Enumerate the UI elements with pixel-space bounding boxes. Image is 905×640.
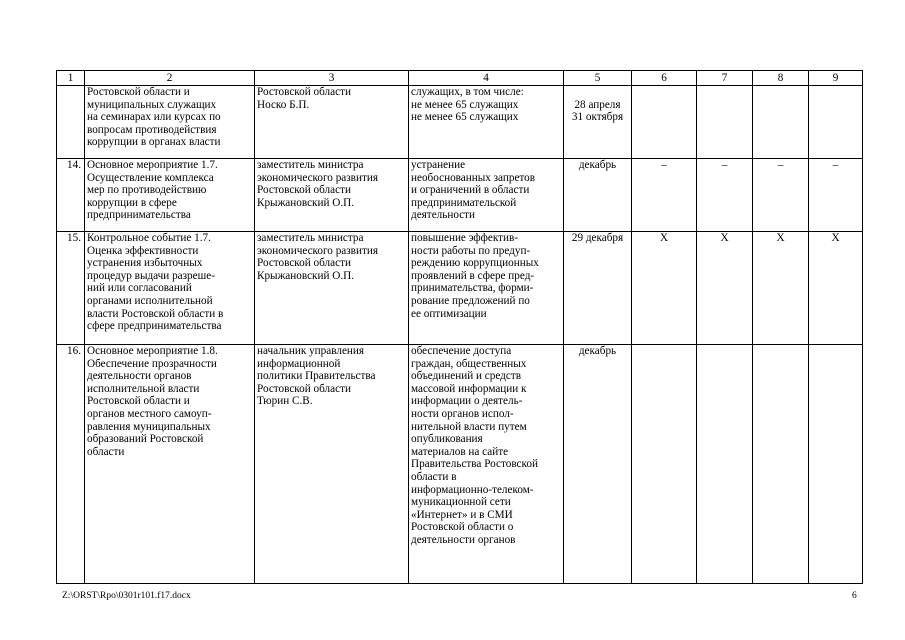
header-cell: 3 bbox=[255, 71, 409, 86]
activity-cell-line: равления муниципальных bbox=[87, 420, 211, 433]
activity-cell-line: органов местного самоуп- bbox=[87, 407, 212, 420]
activity-cell-line: Основное мероприятие 1.8. bbox=[87, 345, 218, 357]
activity-cell-line: сфере предпринимательства bbox=[87, 320, 222, 333]
responsible-cell bbox=[255, 86, 409, 159]
responsible-cell-line: экономического развития bbox=[257, 171, 378, 184]
responsible-cell-line: Ростовской области bbox=[257, 257, 351, 270]
col7-cell bbox=[697, 86, 753, 159]
activity-cell-line: предпринимательства bbox=[87, 209, 191, 222]
result-cell bbox=[409, 232, 564, 345]
responsible-cell-line: заместитель министра bbox=[257, 159, 364, 171]
result-cell-line: реждению коррупционных bbox=[411, 257, 539, 270]
col9-cell bbox=[809, 345, 863, 584]
result-cell-line: опубликования bbox=[411, 433, 483, 446]
date-cell-line bbox=[566, 86, 629, 99]
table-row bbox=[57, 345, 863, 584]
col6-cell: – bbox=[632, 159, 697, 232]
responsible-cell-line: Носко Б.П. bbox=[257, 98, 310, 111]
activity-cell-line: Контрольное событие 1.7. bbox=[87, 232, 211, 244]
result-cell-line: информационно-телеком- bbox=[411, 483, 534, 496]
result-cell-line: «Интернет» и в СМИ bbox=[411, 508, 513, 521]
responsible-cell-line: экономического развития bbox=[257, 244, 378, 257]
table-row bbox=[57, 159, 863, 232]
activity-cell-line: Осуществление комплекса bbox=[87, 171, 214, 184]
activity-cell-line: Ростовской области и bbox=[87, 395, 190, 408]
result-cell bbox=[409, 345, 564, 584]
responsible-cell-line: Тюрин С.В. bbox=[257, 395, 313, 408]
col7-cell: Х bbox=[697, 232, 753, 345]
result-cell-line: Правительства Ростовской bbox=[411, 458, 538, 471]
header-cell: 1 bbox=[57, 71, 85, 86]
result-cell-line: деятельности bbox=[411, 209, 476, 222]
header-cell: 9 bbox=[809, 71, 863, 86]
result-cell-line: информации о деятель- bbox=[411, 395, 523, 408]
responsible-cell bbox=[255, 232, 409, 345]
result-cell-line: предпринимательской bbox=[411, 196, 517, 209]
date-cell-line: 31 октября bbox=[571, 111, 624, 124]
responsible-cell-line: информационной bbox=[257, 357, 341, 370]
date-cell-line: декабрь bbox=[578, 345, 617, 357]
result-cell-line: области в bbox=[411, 470, 457, 483]
responsible-cell-line: Крыжановский О.П. bbox=[257, 196, 354, 209]
responsible-cell-line: Крыжановский О.П. bbox=[257, 269, 354, 282]
result-cell-line: проявлений в сфере пред- bbox=[411, 269, 535, 282]
result-cell-line: граждан, общественных bbox=[411, 357, 527, 370]
row-number: 15. bbox=[57, 232, 85, 345]
responsible-cell-line: Ростовской области bbox=[257, 184, 351, 197]
table-header-row bbox=[57, 71, 863, 86]
result-cell-line: Ростовской области о bbox=[411, 521, 514, 534]
result-cell-line: обеспечение доступа bbox=[411, 345, 512, 357]
result-cell-line: ности органов испол- bbox=[411, 407, 514, 420]
header-cell: 2 bbox=[85, 71, 255, 86]
activity-cell-line: на семинарах или курсах по bbox=[87, 111, 221, 124]
date-cell-line: декабрь bbox=[578, 159, 617, 171]
date-cell-line: 29 декабря bbox=[571, 232, 624, 244]
header-cell: 7 bbox=[697, 71, 753, 86]
activity-cell-line: муниципальных служащих bbox=[87, 98, 217, 111]
activity-cell-line: Ростовской области и bbox=[87, 86, 190, 98]
col9-cell: – bbox=[809, 159, 863, 232]
activity-cell-line: мер по противодействию bbox=[87, 184, 207, 197]
activity-cell-line: деятельности органов bbox=[87, 370, 192, 383]
col8-cell bbox=[753, 86, 809, 159]
result-cell-line: ности работы по предуп- bbox=[411, 244, 531, 257]
result-cell-line: деятельности органов bbox=[411, 533, 516, 546]
activity-cell-line: устранения избыточных bbox=[87, 257, 203, 270]
result-cell-line: служащих, в том числе: bbox=[411, 86, 524, 98]
header-cell: 5 bbox=[564, 71, 632, 86]
col8-cell: Х bbox=[753, 232, 809, 345]
activity-cell bbox=[85, 86, 255, 159]
result-cell-line: принимательства, форми- bbox=[411, 282, 534, 295]
result-cell bbox=[409, 86, 564, 159]
col6-cell: Х bbox=[632, 232, 697, 345]
result-cell-line: не менее 65 служащих bbox=[411, 111, 519, 124]
col7-cell: – bbox=[697, 159, 753, 232]
responsible-cell bbox=[255, 159, 409, 232]
col6-cell bbox=[632, 86, 697, 159]
activity-cell-line: власти Ростовской области в bbox=[87, 307, 224, 320]
result-cell-line: необоснованных запретов bbox=[411, 171, 536, 184]
date-cell bbox=[564, 232, 632, 345]
table-row bbox=[57, 86, 863, 159]
row-number: 14. bbox=[57, 159, 85, 232]
col8-cell bbox=[753, 345, 809, 584]
activity-cell-line: вопросам противодействия bbox=[87, 123, 217, 136]
result-cell-line: ее оптимизации bbox=[411, 307, 487, 320]
col7-cell bbox=[697, 345, 753, 584]
responsible-cell-line: Ростовской области bbox=[257, 382, 351, 395]
responsible-cell-line: политики Правительства bbox=[257, 370, 376, 383]
col9-cell bbox=[809, 86, 863, 159]
activity-cell-line: образований Ростовской bbox=[87, 433, 204, 446]
result-cell-line: устранение bbox=[411, 159, 466, 171]
header-cell: 8 bbox=[753, 71, 809, 86]
responsible-cell-line: Ростовской области bbox=[257, 86, 351, 98]
table-row bbox=[57, 232, 863, 345]
result-cell-line: материалов на сайте bbox=[411, 445, 509, 458]
result-cell-line: массовой информации к bbox=[411, 382, 527, 395]
activity-cell bbox=[85, 159, 255, 232]
responsible-cell-line: начальник управления bbox=[257, 345, 365, 357]
activity-cell-line: области bbox=[87, 445, 125, 458]
page-number: 6 bbox=[852, 591, 857, 601]
result-cell-line: нительной власти путем bbox=[411, 420, 527, 433]
responsible-cell bbox=[255, 345, 409, 584]
result-cell-line: рование предложений по bbox=[411, 294, 530, 307]
result-cell-line: и ограничений в области bbox=[411, 184, 530, 197]
header-cell: 6 bbox=[632, 71, 697, 86]
col6-cell bbox=[632, 345, 697, 584]
date-cell bbox=[564, 345, 632, 584]
row-number bbox=[57, 86, 85, 159]
row-number: 16. bbox=[57, 345, 85, 584]
result-cell-line: объединений и средств bbox=[411, 370, 521, 383]
file-path: Z:\ORST\Rpo\0301r101.f17.docx bbox=[62, 591, 191, 601]
activity-cell-line: ний или согласований bbox=[87, 282, 192, 295]
activity-cell-line: исполнительной власти bbox=[87, 382, 200, 395]
responsible-cell-line: заместитель министра bbox=[257, 232, 364, 244]
result-cell bbox=[409, 159, 564, 232]
activity-cell-line: Основное мероприятие 1.7. bbox=[87, 159, 218, 171]
activity-cell bbox=[85, 345, 255, 584]
activity-cell-line: Обеспечение прозрачности bbox=[87, 357, 217, 370]
date-cell bbox=[564, 86, 632, 159]
activity-cell-line: органами исполнительной bbox=[87, 294, 213, 307]
activity-cell bbox=[85, 232, 255, 345]
col8-cell: – bbox=[753, 159, 809, 232]
date-cell-line: 28 апреля bbox=[574, 98, 621, 111]
col9-cell: Х bbox=[809, 232, 863, 345]
plan-table bbox=[56, 70, 863, 584]
activity-cell-line: коррупции в сфере bbox=[87, 196, 177, 209]
header-cell: 4 bbox=[409, 71, 564, 86]
result-cell-line: не менее 65 служащих bbox=[411, 98, 519, 111]
date-cell bbox=[564, 159, 632, 232]
activity-cell-line: процедур выдачи разреше- bbox=[87, 269, 215, 282]
activity-cell-line: коррупции в органах власти bbox=[87, 136, 221, 149]
result-cell-line: муникационной сети bbox=[411, 496, 511, 509]
activity-cell-line: Оценка эффективности bbox=[87, 244, 199, 257]
result-cell-line: повышение эффектив- bbox=[411, 232, 519, 244]
